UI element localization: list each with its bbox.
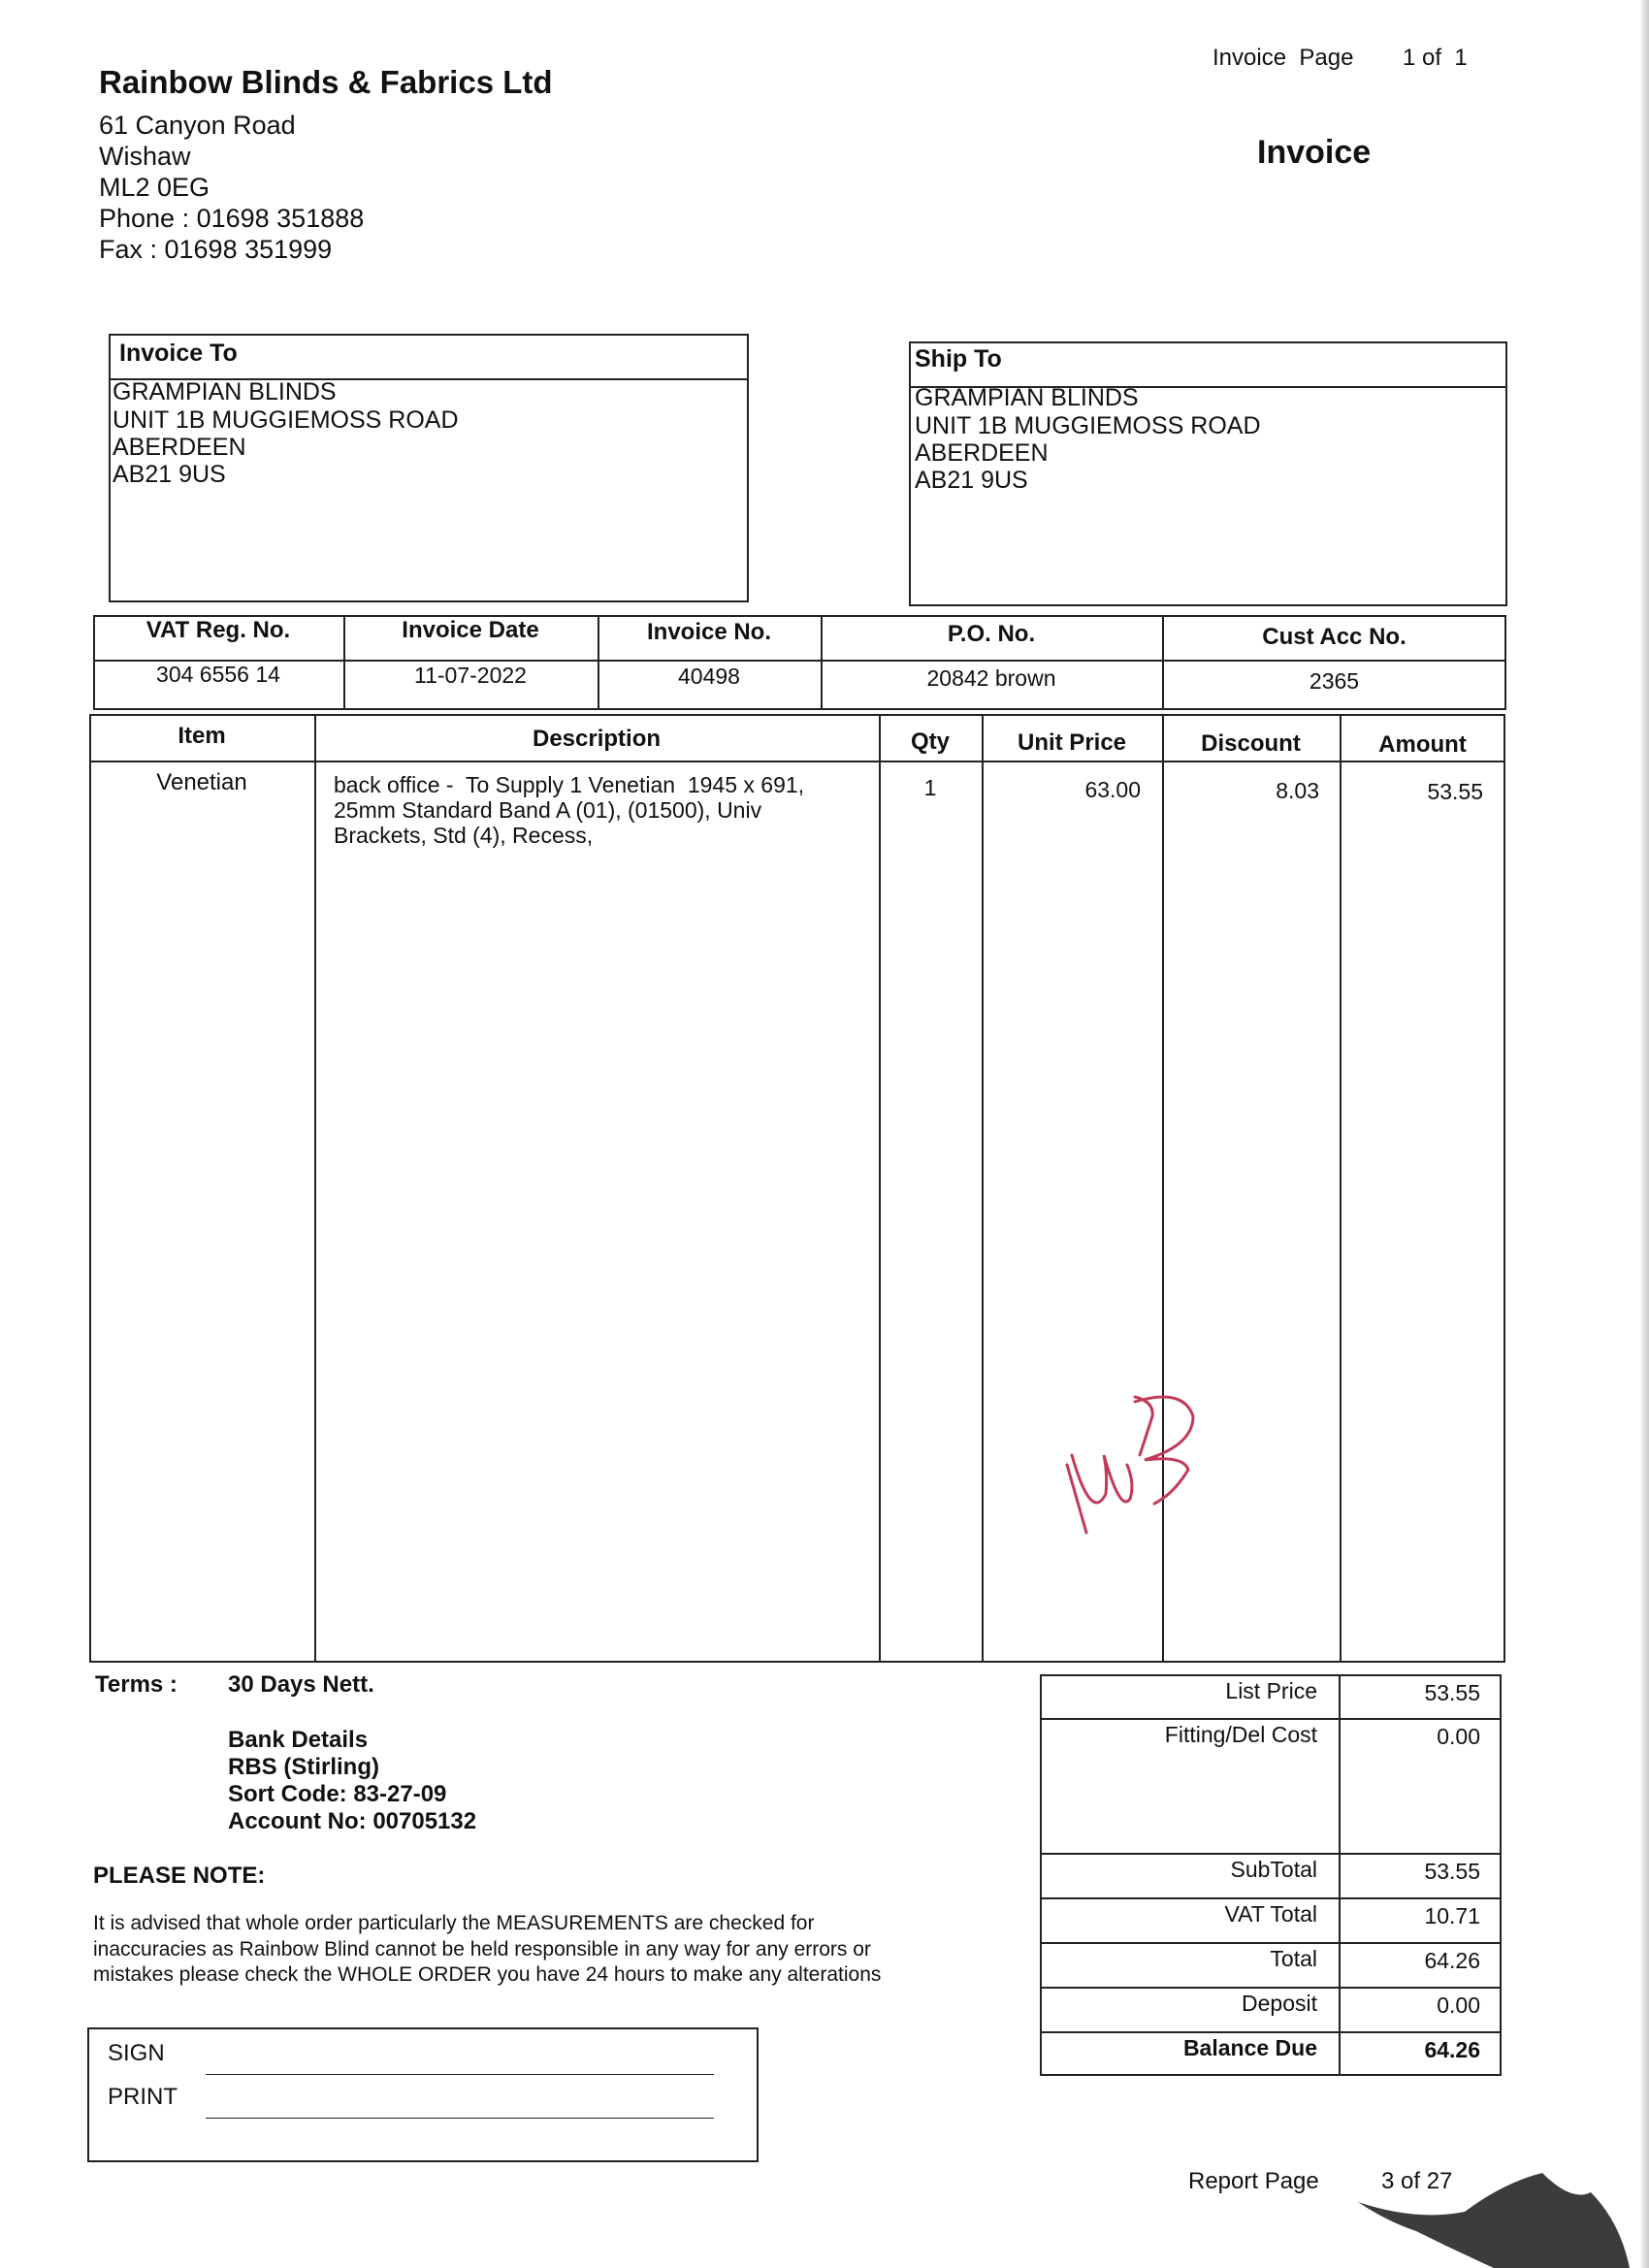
- invoice-to-line-2: UNIT 1B MUGGIEMOSS ROAD: [113, 406, 459, 434]
- invoice-page-value: 1 of 1: [1403, 45, 1468, 71]
- handwritten-initials: [1048, 1348, 1242, 1542]
- bank-sort-code: Sort Code: 83-27-09: [228, 1781, 447, 1807]
- meta-header-date: Invoice Date: [402, 617, 539, 643]
- meta-header-invoice-no: Invoice No.: [646, 619, 772, 645]
- meta-value-po: 20842 brown: [926, 665, 1056, 691]
- totals-label-deposit: Deposit: [1242, 1991, 1317, 2016]
- note-line-2: inaccuracies as Rainbow Blind cannot be held responsible in any way for any errors or: [93, 1938, 871, 1960]
- invoice-to-line-4: AB21 9US: [113, 461, 226, 488]
- document-title: Invoice: [1257, 134, 1372, 171]
- meta-header-po: P.O. No.: [947, 621, 1036, 647]
- ship-to-line-4: AB21 9US: [915, 467, 1028, 494]
- totals-value-vat: 10.71: [1424, 1903, 1480, 1928]
- row-description-line-1: back office - To Supply 1 Venetian 1945 x 691,: [334, 772, 805, 797]
- invoice-to-line-3: ABERDEEN: [113, 434, 246, 461]
- invoice-page-label: Invoice Page: [1212, 45, 1354, 71]
- totals-label-vat: VAT Total: [1224, 1901, 1317, 1927]
- invoice-to-title: Invoice To: [119, 340, 238, 367]
- company-address-line-3: ML2 0EG: [99, 173, 210, 202]
- terms-label: Terms :: [95, 1671, 178, 1698]
- terms-value: 30 Days Nett.: [228, 1671, 374, 1698]
- sign-label: SIGN: [108, 2040, 165, 2066]
- meta-value-date: 11-07-2022: [414, 663, 527, 688]
- meta-value-vat: 304 6556 14: [156, 662, 280, 687]
- items-header-item: Item: [178, 723, 226, 749]
- totals-value-balance-due: 64.26: [1424, 2037, 1480, 2062]
- report-page-label: Report Page: [1188, 2168, 1319, 2194]
- company-address-line-1: 61 Canyon Road: [99, 111, 296, 140]
- row-amount: 53.55: [1427, 779, 1483, 804]
- totals-value-list-price: 53.55: [1424, 1680, 1480, 1705]
- row-item: Venetian: [156, 769, 247, 795]
- totals-label-list-price: List Price: [1225, 1678, 1317, 1703]
- items-table: [89, 714, 1505, 1663]
- company-fax: Fax : 01698 351999: [99, 235, 333, 264]
- meta-value-invoice-no: 40498: [678, 664, 740, 689]
- signature-box: [87, 2027, 759, 2162]
- please-note-title: PLEASE NOTE:: [93, 1863, 266, 1889]
- bank-name: RBS (Stirling): [228, 1754, 379, 1780]
- ship-to-line-2: UNIT 1B MUGGIEMOSS ROAD: [915, 412, 1261, 439]
- note-line-1: It is advised that whole order particularly the MEASUREMENTS are checked for: [93, 1912, 815, 1934]
- totals-value-deposit: 0.00: [1437, 1993, 1480, 2018]
- company-address-line-2: Wishaw: [99, 142, 191, 171]
- items-header-amount: Amount: [1378, 731, 1467, 758]
- row-discount: 8.03: [1276, 778, 1319, 803]
- totals-label-fitting: Fitting/Del Cost: [1164, 1722, 1317, 1747]
- row-unit-price: 63.00: [1084, 777, 1141, 802]
- ship-to-title: Ship To: [915, 345, 1002, 373]
- meta-value-cust-acc: 2365: [1309, 668, 1360, 694]
- ink-smudge: [1339, 2163, 1630, 2268]
- items-header-description: Description: [532, 726, 662, 752]
- meta-header-vat: VAT Reg. No.: [146, 617, 291, 643]
- report-page-value: 3 of 27: [1381, 2168, 1453, 2194]
- meta-header-cust-acc: Cust Acc No.: [1262, 624, 1406, 650]
- bank-details-title: Bank Details: [228, 1727, 369, 1753]
- ship-to-line-1: GRAMPIAN BLINDS: [915, 384, 1139, 411]
- totals-label-balance-due: Balance Due: [1182, 2035, 1317, 2060]
- ship-to-line-3: ABERDEEN: [915, 439, 1049, 467]
- totals-value-fitting: 0.00: [1437, 1724, 1480, 1749]
- bank-account-no: Account No: 00705132: [228, 1808, 477, 1834]
- items-header-discount: Discount: [1201, 730, 1301, 757]
- invoice-to-line-1: GRAMPIAN BLINDS: [113, 378, 337, 405]
- print-label: PRINT: [108, 2084, 178, 2110]
- totals-label-total: Total: [1270, 1946, 1317, 1971]
- print-line[interactable]: [206, 2118, 714, 2119]
- company-name: Rainbow Blinds & Fabrics Ltd: [99, 64, 553, 100]
- sign-line[interactable]: [206, 2074, 714, 2075]
- items-header-qty: Qty: [910, 729, 950, 755]
- totals-value-total: 64.26: [1424, 1948, 1480, 1973]
- totals-label-subtotal: SubTotal: [1230, 1857, 1317, 1882]
- row-description-line-2: 25mm Standard Band A (01), (01500), Univ: [334, 797, 762, 823]
- row-qty: 1: [923, 775, 937, 800]
- scan-edge: [1641, 0, 1649, 2268]
- items-header-unit-price: Unit Price: [1017, 729, 1127, 756]
- company-phone: Phone : 01698 351888: [99, 204, 365, 233]
- note-line-3: mistakes please check the WHOLE ORDER you have 24 hours to make any alterations: [93, 1963, 882, 1986]
- row-description-line-3: Brackets, Std (4), Recess,: [334, 823, 594, 848]
- totals-value-subtotal: 53.55: [1424, 1859, 1480, 1884]
